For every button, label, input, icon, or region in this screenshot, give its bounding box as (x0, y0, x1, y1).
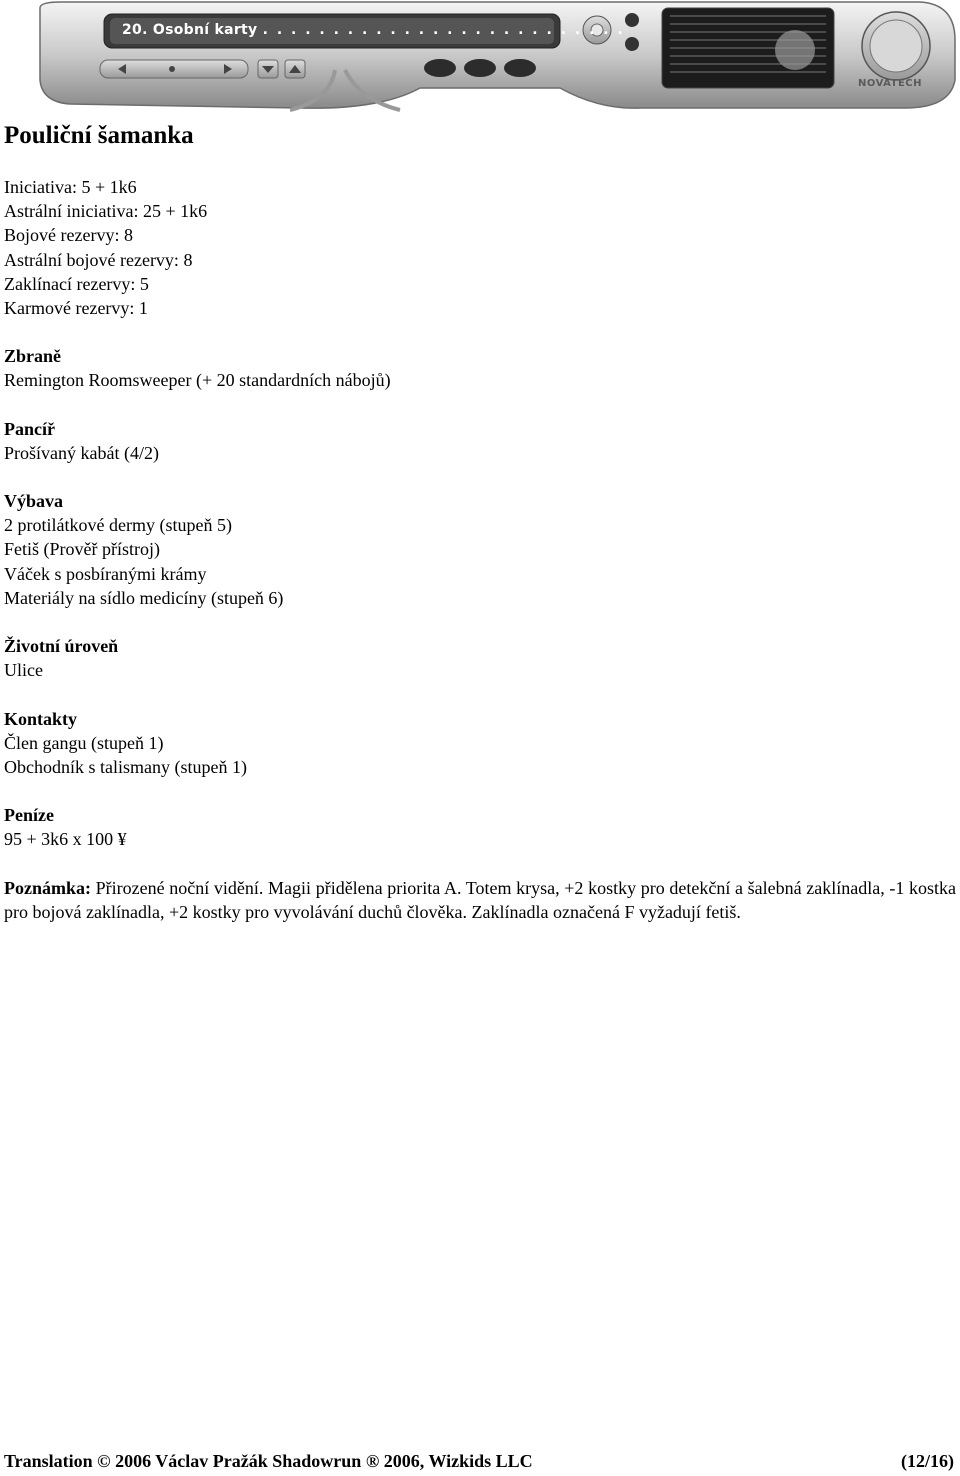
device-frame-graphic (0, 0, 960, 118)
gear-item: 2 protilátkové dermy (stupeň 5) (4, 515, 232, 535)
armor-item: Prošívaný kabát (4/2) (4, 443, 159, 463)
money-heading: Peníze (4, 805, 54, 825)
chapter-title (122, 22, 625, 42)
page-footer (4, 1450, 954, 1472)
money-item: 95 + 3k6 x 100 ¥ (4, 829, 127, 849)
note-text: Přirozené noční vidění. Magii přidělena priorita A. Totem krysa, +2 kostky pro detekční a šalebná zaklínadla, -1 kostka pro bojová zaklínadla, +2 kostky pro vyvolávání duchů člověka. Zaklínadla označená F vyžadují fetiš. (4, 878, 957, 923)
device-header (0, 0, 960, 118)
stat-initiative: Iniciativa: 5 + 1k6 (4, 177, 137, 197)
gear-item: Materiály na sídlo medicíny (stupeň 6) (4, 588, 284, 608)
contacts-heading: Kontakty (4, 709, 78, 729)
footer-credits: Translation © 2006 Václav Pražák Shadowrun ® 2006, Wizkids LLC (4, 1451, 533, 1471)
page-title: Pouliční šamanka (4, 122, 194, 149)
lifestyle-item: Ulice (4, 660, 43, 680)
lifestyle-heading: Životní úroveň (4, 636, 119, 656)
stat-astral-combat-pool: Astrální bojové rezervy: 8 (4, 250, 193, 270)
stat-spell-pool: Zaklínací rezervy: 5 (4, 274, 149, 294)
gear-item: Fetiš (Prověř přístroj) (4, 539, 160, 559)
gear-item: Váček s posbíranými krámy (4, 564, 207, 584)
chapter-title-text: 20. Osobní karty (122, 22, 258, 38)
weapons-heading: Zbraně (4, 346, 62, 366)
armor-heading: Pancíř (4, 419, 55, 439)
gear-heading: Výbava (4, 491, 64, 511)
title-dots: . . . . . . . . . . . . . . . . . . . . . . . . . . (262, 22, 625, 38)
stat-karma-pool: Karmové rezervy: 1 (4, 298, 148, 318)
contact-item: Člen gangu (stupeň 1) (4, 733, 164, 753)
page-number: (12/16) (901, 1451, 954, 1471)
weapon-item: Remington Roomsweeper (+ 20 standardních nábojů) (4, 370, 391, 390)
note-paragraph (4, 876, 956, 925)
stat-astral-initiative: Astrální iniciativa: 25 + 1k6 (4, 201, 208, 221)
stat-combat-pool: Bojové rezervy: 8 (4, 225, 133, 245)
note-label: Poznámka: (4, 878, 91, 898)
contact-item: Obchodník s talismany (stupeň 1) (4, 757, 247, 777)
brand-logo: NOVATECH (858, 78, 922, 89)
